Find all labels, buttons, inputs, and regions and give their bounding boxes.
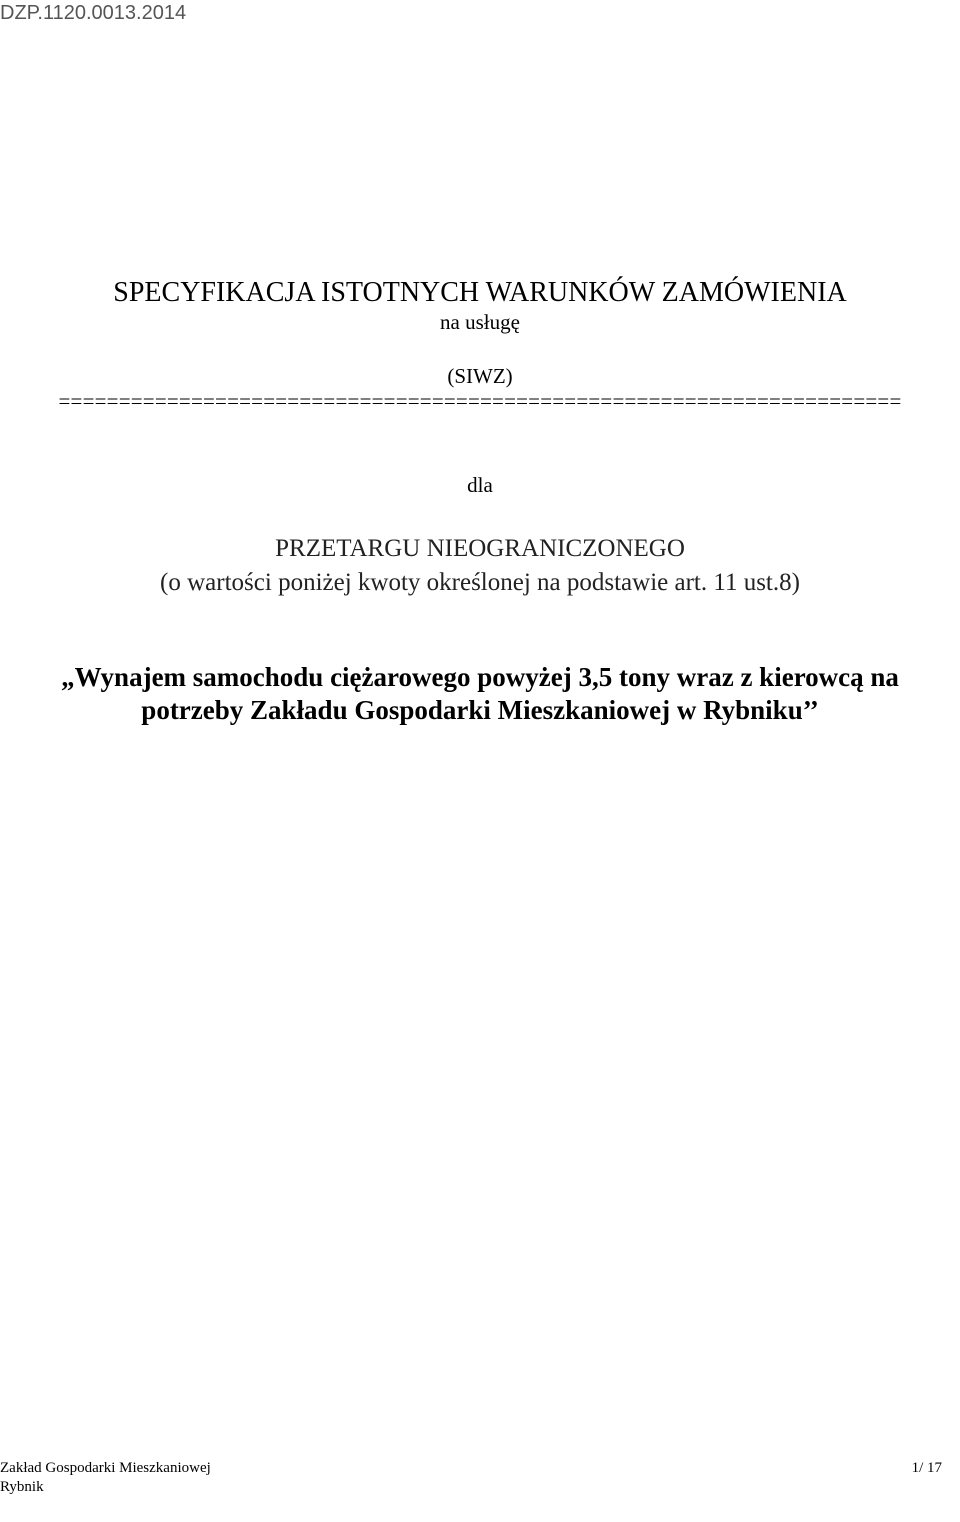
document-subtitle: na usługę: [440, 310, 520, 334]
footer-organization-name: Zakład Gospodarki Mieszkaniowej: [0, 1460, 211, 1476]
separator-rule: ======================================================================: [58, 389, 902, 413]
footer-organization-city: Rybnik: [0, 1479, 44, 1495]
procedure-for-label: dla: [467, 473, 493, 497]
order-subject-line-1: „Wynajem samochodu ciężarowego powyżej 3,5 tony wraz z kierowcą na: [61, 662, 899, 692]
document-title: SPECYFIKACJA ISTOTNYCH WARUNKÓW ZAMÓWIENIA: [113, 277, 847, 308]
document-reference-number: DZP.1120.0013.2014: [0, 2, 187, 24]
procedure-type: PRZETARGU NIEOGRANICZONEGO: [275, 535, 685, 562]
document-abbreviation: (SIWZ): [447, 364, 513, 388]
order-subject-line-2: potrzeby Zakładu Gospodarki Mieszkaniowej w Rybniku’’: [141, 695, 819, 725]
order-subject: [0, 661, 960, 727]
page-number: 1/ 17: [911, 1460, 942, 1476]
footer-organization: [0, 1459, 211, 1497]
procedure-value-note: (o wartości poniżej kwoty określonej na podstawie art. 11 ust.8): [160, 569, 800, 596]
